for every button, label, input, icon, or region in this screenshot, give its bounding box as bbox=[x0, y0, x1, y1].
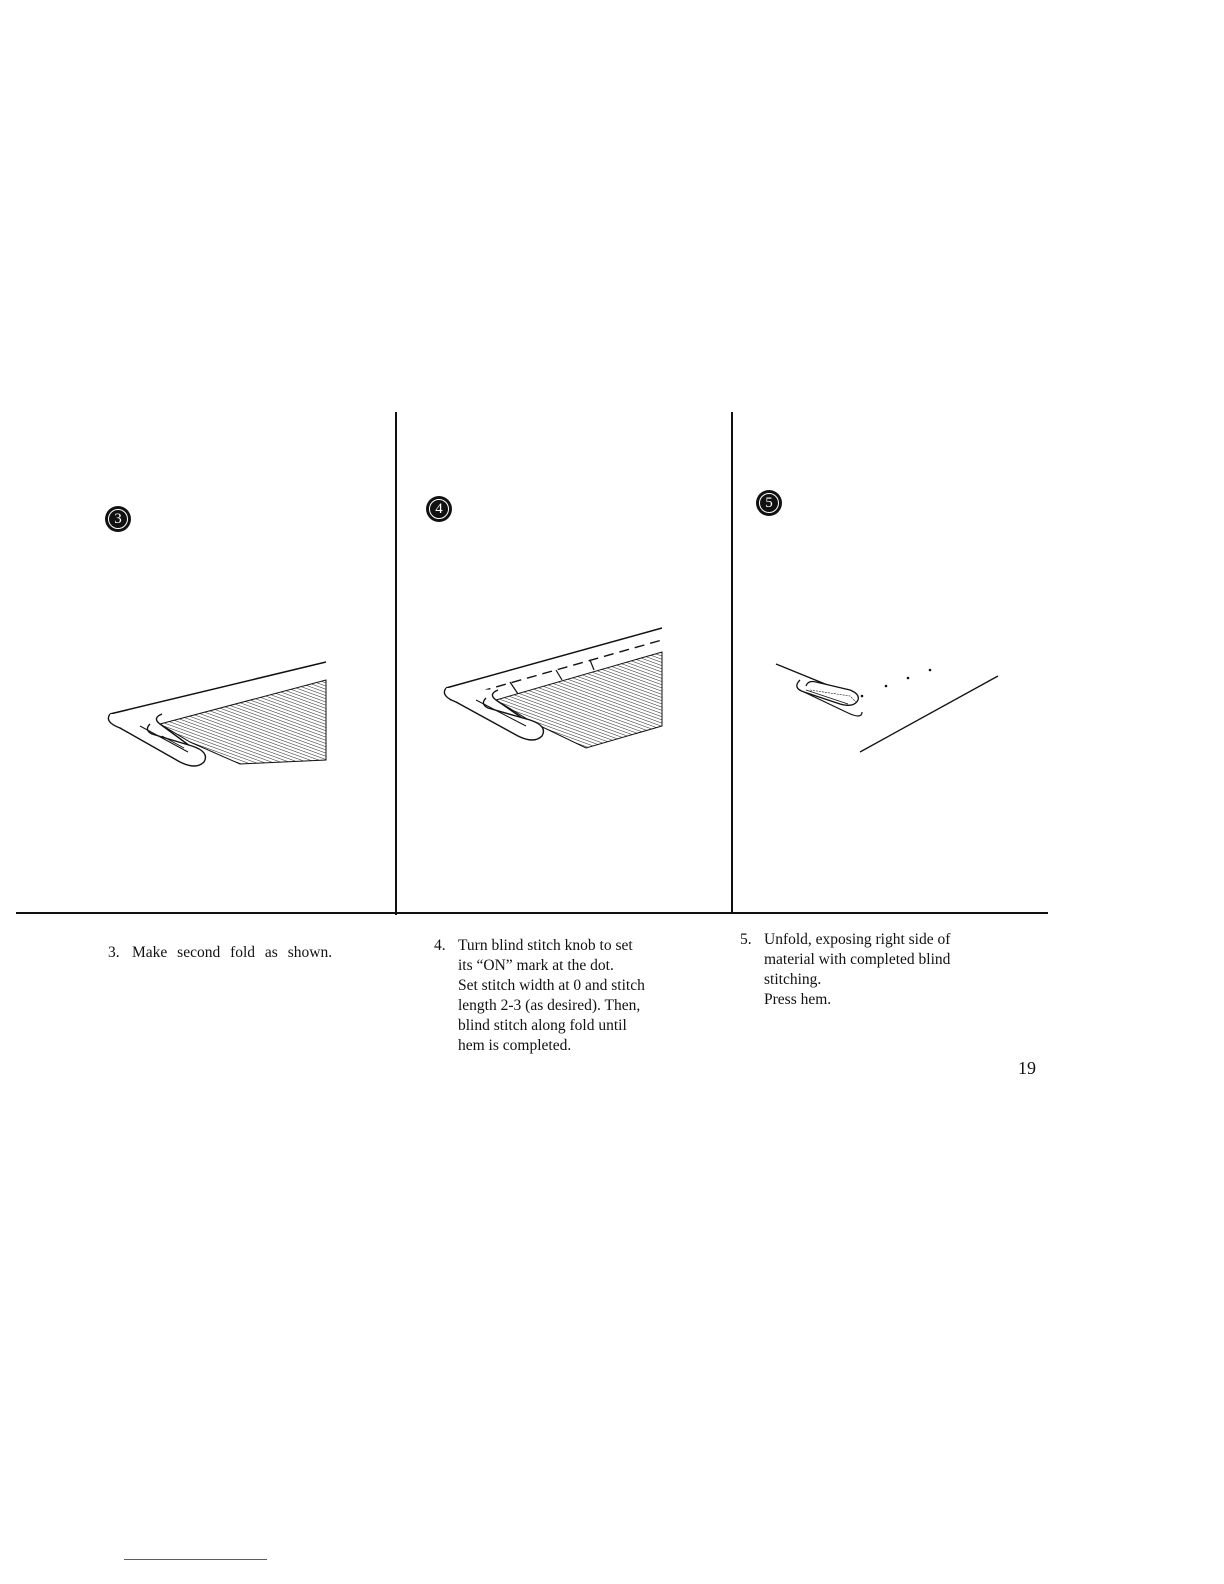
caption-line: Press hem. bbox=[764, 991, 832, 1008]
caption-line: Turn blind stitch knob to set bbox=[458, 937, 633, 954]
caption-line: material with completed blind bbox=[764, 951, 951, 968]
caption-line: Make second fold as shown. bbox=[132, 944, 333, 961]
page-number: 19 bbox=[1018, 1058, 1036, 1078]
caption-line: length 2-3 (as desired). Then, bbox=[458, 997, 641, 1014]
caption-line: hem is completed. bbox=[458, 1037, 572, 1054]
panel-divider-1 bbox=[395, 412, 397, 915]
caption-line: Set stitch width at 0 and stitch bbox=[458, 977, 645, 994]
unfolded-hem-illustration bbox=[770, 660, 1010, 770]
caption-number: 5. bbox=[740, 931, 752, 948]
panel-divider-2 bbox=[731, 412, 733, 912]
step-badge-3: 3 bbox=[105, 506, 131, 532]
caption-line: blind stitch along fold until bbox=[458, 1017, 627, 1034]
caption-line: Unfold, exposing right side of bbox=[764, 931, 951, 948]
caption-line: its “ON” mark at the dot. bbox=[458, 957, 614, 974]
caption-number: 3. bbox=[108, 944, 120, 961]
footer-rule bbox=[124, 1559, 267, 1560]
caption-number: 4. bbox=[434, 937, 446, 954]
blind-stitch-illustration bbox=[436, 622, 676, 752]
step-badge-5: 5 bbox=[756, 490, 782, 516]
step-badge-4: 4 bbox=[426, 496, 452, 522]
caption-line: stitching. bbox=[764, 971, 822, 988]
second-fold-illustration bbox=[100, 652, 340, 782]
baseline-rule bbox=[16, 912, 1048, 914]
